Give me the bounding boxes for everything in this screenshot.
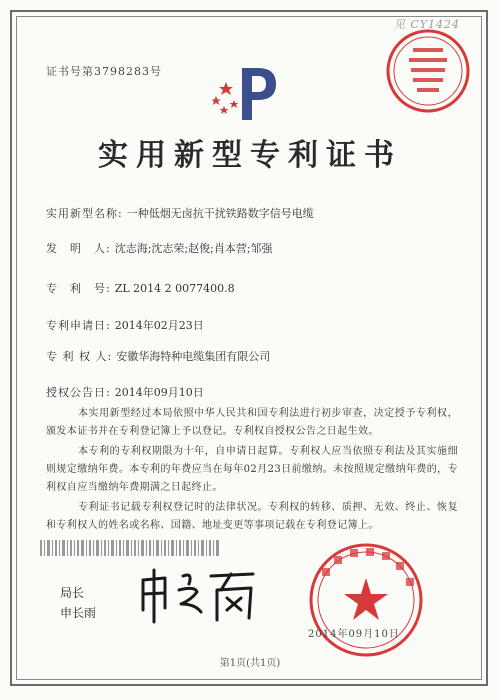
field-label: 授权公告日: [46, 386, 111, 399]
official-seal-large [306, 540, 426, 660]
certificate-number: 证书号第3798283号 [46, 65, 162, 78]
field-value: 2014年02月23日 [114, 319, 204, 332]
field-label: 专 利 权 人: [46, 350, 113, 363]
paragraph-term-fees: 本专利的专利权期限为十年，自申请日起算。专利权人应当依照专利法及其实施细则规定缴纳年费。本专利的年费应当在每年02月23日前缴纳。未按照规定缴纳年费的，专利权自应当缴纳年费期满之日起终止。 [46, 446, 458, 493]
page-footer: 第1页(共1页) [219, 658, 281, 669]
field-value: 2014年09月10日 [114, 386, 204, 399]
barcode-strip [40, 540, 220, 556]
field-label: 专 利 号: [46, 282, 111, 295]
top-official-seal [383, 26, 473, 116]
certificate-title: 实用新型专利证书 [98, 138, 402, 173]
paragraph-legal-status: 专利证书记载专利权登记时的法律状况。专利权的转移、质押、无效、终止、恢复和专利权人的姓名或名称、国籍、地址变更等事项记载在专利登记簿上。 [46, 502, 458, 531]
field-inventors [46, 240, 273, 256]
field-utility-name [46, 205, 314, 221]
field-patentee [46, 348, 270, 364]
patent-office-logo-icon [212, 62, 292, 122]
field-grant-date [46, 384, 204, 400]
signatory-name: 申长雨 [60, 606, 97, 620]
field-value: ZL 2014 2 0077400.8 [114, 282, 235, 295]
signatory-title: 局长 [60, 586, 85, 600]
seal-date: 2014年09月10日 [308, 629, 400, 640]
field-label: 专利申请日: [46, 319, 111, 332]
paragraph-grant-decision: 本实用新型经过本局依照中华人民共和国专利法进行初步审查，决定授予专利权，颁发本证书并在专利登记簿上予以登记。专利权自授权公告之日起生效。 [46, 408, 458, 437]
signatory-block [60, 583, 96, 623]
field-value: 一种低烟无卤抗干扰铁路数字信号电缆 [126, 207, 314, 220]
field-application-date [46, 317, 204, 333]
field-value: 安徽华海特种电缆集团有限公司 [116, 350, 271, 363]
director-signature [135, 560, 260, 630]
field-label: 实用新型名称: [46, 207, 123, 220]
field-label: 发 明 人: [46, 242, 111, 255]
field-value: 沈志海;沈志荣;赵俊;肖本营;邹强 [114, 242, 273, 255]
field-patent-number [46, 280, 235, 296]
handwritten-note: 见 CY1424 [393, 18, 460, 31]
